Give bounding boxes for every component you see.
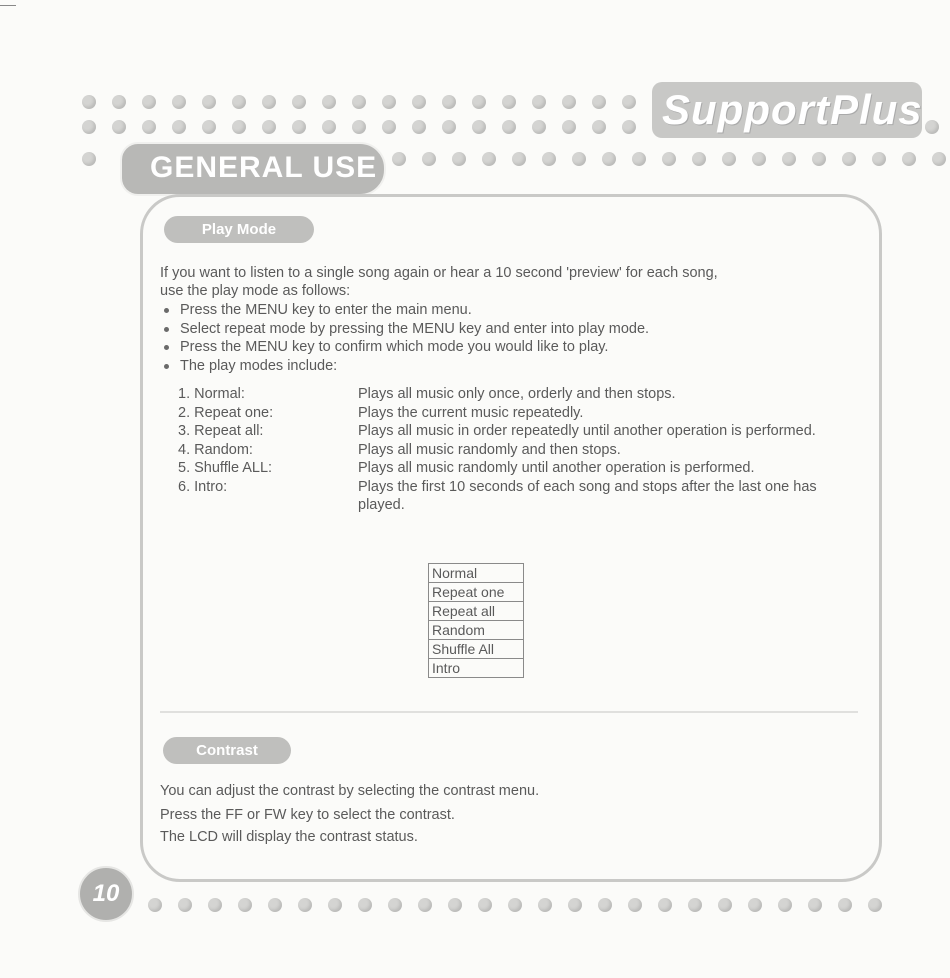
decorative-dot <box>232 120 246 134</box>
play-mode-steps <box>160 301 649 375</box>
decorative-dot <box>842 152 856 166</box>
decorative-dot <box>562 95 576 109</box>
decorative-dot <box>452 152 466 166</box>
decorative-dot <box>82 152 96 166</box>
decorative-dot <box>322 120 336 134</box>
decorative-dot <box>658 898 672 912</box>
decorative-dot <box>112 120 126 134</box>
corner-mark <box>0 5 16 6</box>
decorative-dot <box>388 898 402 912</box>
decorative-dot <box>82 95 96 109</box>
decorative-dot <box>172 95 186 109</box>
decorative-dot <box>838 898 852 912</box>
decorative-dot <box>268 898 282 912</box>
decorative-dot <box>778 898 792 912</box>
decorative-dot <box>868 898 882 912</box>
decorative-dot <box>238 898 252 912</box>
decorative-dot <box>202 95 216 109</box>
decorative-dot <box>478 898 492 912</box>
decorative-dot <box>872 152 886 166</box>
decorative-dot <box>748 898 762 912</box>
mode-row <box>178 478 858 515</box>
decorative-dot <box>172 120 186 134</box>
decorative-dot <box>925 120 939 134</box>
decorative-dot <box>82 120 96 134</box>
option-cell: Random <box>429 621 524 640</box>
mode-row <box>178 385 858 404</box>
decorative-dot <box>508 898 522 912</box>
decorative-dot <box>292 120 306 134</box>
mode-description: Plays all music randomly until another operation is performed. <box>358 460 755 476</box>
decorative-dot <box>592 120 606 134</box>
decorative-dot <box>602 152 616 166</box>
decorative-dot <box>688 898 702 912</box>
decorative-dot <box>142 120 156 134</box>
option-cell: Intro <box>429 659 524 678</box>
section-title: GENERAL USE <box>150 151 378 184</box>
decorative-dot <box>178 898 192 912</box>
decorative-dot <box>662 152 676 166</box>
decorative-dot <box>572 152 586 166</box>
contrast-line: You can adjust the contrast by selecting the contrast menu. <box>160 783 540 799</box>
contrast-heading: Contrast <box>163 737 291 764</box>
decorative-dot <box>262 120 276 134</box>
decorative-dot <box>692 152 706 166</box>
decorative-dot <box>568 898 582 912</box>
mode-row <box>178 459 858 478</box>
decorative-dot <box>512 152 526 166</box>
decorative-dot <box>418 898 432 912</box>
play-modes-list <box>178 385 858 515</box>
play-mode-intro-line2: use the play mode as follows: <box>160 283 351 299</box>
option-cell: Shuffle All <box>429 640 524 659</box>
play-mode-intro-line1: If you want to listen to a single song again or hear a 10 second 'preview' for each song, <box>160 265 718 281</box>
decorative-dot <box>232 95 246 109</box>
mode-row <box>178 404 858 423</box>
decorative-dot <box>622 95 636 109</box>
option-cell: Normal <box>429 564 524 583</box>
decorative-dot <box>592 95 606 109</box>
decorative-dot <box>142 95 156 109</box>
decorative-dot <box>262 95 276 109</box>
decorative-dot <box>382 120 396 134</box>
decorative-dot <box>352 95 366 109</box>
step-item: Press the MENU key to enter the main menu. <box>160 301 649 320</box>
decorative-dot <box>902 152 916 166</box>
decorative-dot <box>532 120 546 134</box>
decorative-dot <box>782 152 796 166</box>
decorative-dot <box>382 95 396 109</box>
decorative-dot <box>472 95 486 109</box>
decorative-dot <box>542 152 556 166</box>
decorative-dot <box>208 898 222 912</box>
step-item: Select repeat mode by pressing the MENU key and enter into play mode. <box>160 320 649 339</box>
decorative-dot <box>148 898 162 912</box>
option-cell: Repeat all <box>429 602 524 621</box>
decorative-dot <box>718 898 732 912</box>
decorative-dot <box>202 120 216 134</box>
decorative-dot <box>632 152 646 166</box>
section-divider <box>160 711 858 713</box>
page-number-badge: 10 <box>78 866 134 922</box>
decorative-dot <box>562 120 576 134</box>
brand-logo: SupportPlus <box>662 86 923 133</box>
decorative-dot <box>622 120 636 134</box>
mode-name: 4. Random: <box>178 441 253 458</box>
contrast-line: The LCD will display the contrast status. <box>160 829 418 845</box>
decorative-dot <box>352 120 366 134</box>
step-item: Press the MENU key to confirm which mode you would like to play. <box>160 338 649 357</box>
decorative-dot <box>322 95 336 109</box>
option-cell: Repeat one <box>429 583 524 602</box>
decorative-dot <box>392 152 406 166</box>
mode-description: Plays all music randomly and then stops. <box>358 441 621 458</box>
play-mode-options-table <box>428 563 524 678</box>
decorative-dot <box>448 898 462 912</box>
decorative-dot <box>442 120 456 134</box>
mode-name: 1. Normal: <box>178 386 245 402</box>
decorative-dot <box>412 95 426 109</box>
decorative-dot <box>812 152 826 166</box>
mode-name: 6. Intro: <box>178 478 228 495</box>
decorative-dot <box>442 95 456 109</box>
step-item: The play modes include: <box>160 357 649 376</box>
play-mode-heading: Play Mode <box>164 216 314 243</box>
decorative-dot <box>472 120 486 134</box>
mode-description: Plays all music only once, orderly and then stops. <box>358 386 676 402</box>
decorative-dot <box>298 898 312 912</box>
decorative-dot <box>412 120 426 134</box>
decorative-dot <box>502 95 516 109</box>
decorative-dot <box>628 898 642 912</box>
decorative-dot <box>358 898 372 912</box>
decorative-dot <box>598 898 612 912</box>
mode-description: Plays all music in order repeatedly until another operation is performed. <box>358 423 816 439</box>
mode-description: Plays the current music repeatedly. <box>358 404 584 421</box>
mode-name: 2. Repeat one: <box>178 404 274 421</box>
decorative-dot <box>328 898 342 912</box>
mode-description: Plays the first 10 seconds of each song and stops after the last one has played. <box>358 478 817 513</box>
decorative-dot <box>538 898 552 912</box>
decorative-dot <box>808 898 822 912</box>
decorative-dot <box>292 95 306 109</box>
decorative-dot <box>112 95 126 109</box>
contrast-line: Press the FF or FW key to select the contrast. <box>160 807 455 823</box>
decorative-dot <box>722 152 736 166</box>
decorative-dot <box>532 95 546 109</box>
mode-row <box>178 441 858 460</box>
mode-name: 5. Shuffle ALL: <box>178 460 273 476</box>
decorative-dot <box>422 152 436 166</box>
decorative-dot <box>752 152 766 166</box>
mode-name: 3. Repeat all: <box>178 423 264 439</box>
decorative-dot <box>502 120 516 134</box>
decorative-dot <box>482 152 496 166</box>
mode-row <box>178 422 858 441</box>
decorative-dot <box>932 152 946 166</box>
